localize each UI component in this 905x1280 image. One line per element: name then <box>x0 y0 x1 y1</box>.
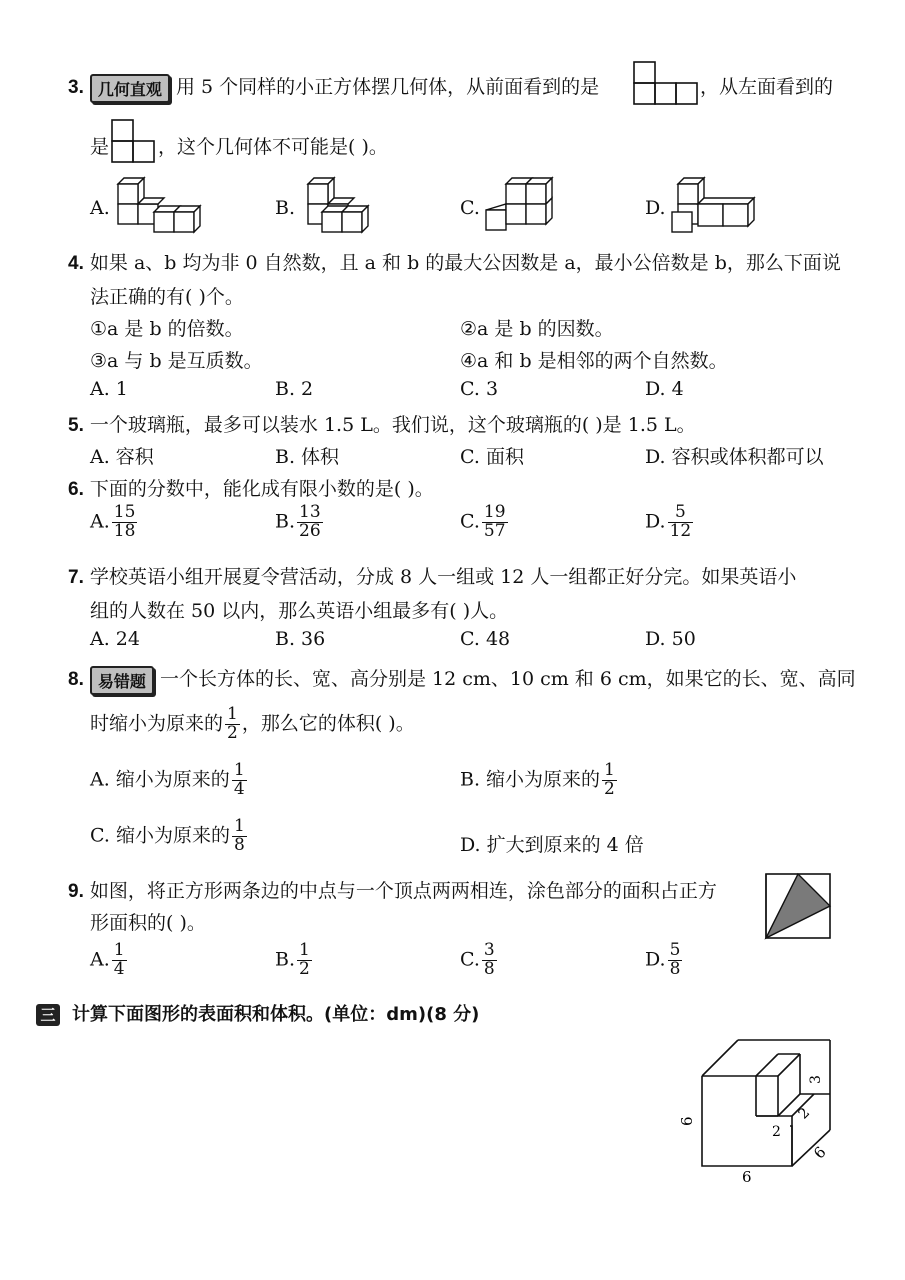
q3-left-view-figure <box>110 118 158 164</box>
q6-option-a <box>90 504 139 541</box>
q8-option-c <box>90 818 249 855</box>
fraction-denominator: 4 <box>233 778 245 799</box>
q7-option-b: B. 36 <box>275 628 326 650</box>
q8-option-b <box>460 762 619 799</box>
fraction-numerator: 19 <box>483 502 506 522</box>
q8-line2-fraction <box>225 706 240 743</box>
q8-line1 <box>68 664 856 695</box>
q6-number: 6. <box>68 479 84 500</box>
q8-option-a-fraction <box>232 762 247 799</box>
fraction-denominator: 2 <box>227 722 238 743</box>
q9-option-c-fraction <box>482 942 497 979</box>
q5-line1-text: 一个玻璃瓶，最多可以装水 1.5 L。我们说，这个玻璃瓶的( )是 1.5 L。 <box>89 414 696 436</box>
q9-line1 <box>68 876 717 903</box>
fraction-denominator: 2 <box>604 778 615 799</box>
q6-option-d-label: D. <box>645 510 666 533</box>
section-3-solid-figure <box>680 1020 850 1190</box>
q4-statement-3: ③a 与 b 是互质数。 <box>90 350 263 372</box>
q7-option-c: C. 48 <box>460 628 511 650</box>
dim-depth-label: 6 <box>810 1143 830 1163</box>
q9-number: 9. <box>68 881 84 902</box>
q9-option-a <box>90 942 129 979</box>
q4-line2: 法正确的有( )个。 <box>90 286 244 308</box>
q6-line1 <box>68 474 434 501</box>
q9-option-a-label: A. <box>90 948 110 971</box>
q5-option-c: C. 面积 <box>460 446 524 468</box>
q8-line2-pre: 时缩小为原来的 <box>90 712 224 735</box>
q8-option-c-text: C. 缩小为原来的 <box>90 824 230 847</box>
q8-option-b-text: B. 缩小为原来的 <box>460 768 601 791</box>
q9-line1-text: 如图，将正方形两条边的中点与一个顶点两两相连，涂色部分的面积占正方 <box>89 880 717 902</box>
q8-number: 8. <box>68 669 84 690</box>
q6-option-d-fraction <box>668 504 694 541</box>
q9-option-b-fraction <box>297 942 312 979</box>
fraction-numerator: 5 <box>675 502 686 522</box>
fraction-denominator: 8 <box>483 958 495 979</box>
fraction-numerator: 15 <box>113 502 136 522</box>
q9-option-b-label: B. <box>275 948 296 971</box>
q8-line2 <box>90 706 415 743</box>
q9-line2: 形面积的( )。 <box>90 912 206 934</box>
q5-number: 5. <box>68 415 84 436</box>
q7-line1 <box>68 562 796 589</box>
fraction-denominator: 26 <box>299 520 321 541</box>
q3-text-b: ，从左面看到的 <box>700 76 834 98</box>
q9-option-a-fraction <box>112 942 127 979</box>
q4-option-a: A. 1 <box>90 378 128 400</box>
dim-width-label: 6 <box>742 1168 752 1186</box>
q3-option-b: B. <box>275 197 296 219</box>
fraction-denominator: 4 <box>113 958 125 979</box>
fraction-denominator: 18 <box>113 520 136 541</box>
q4-statement-1: ①a 是 b 的倍数。 <box>90 318 244 340</box>
q4-option-c: C. 3 <box>460 378 499 400</box>
q7-line2: 组的人数在 50 以内，那么英语小组最多有( )人。 <box>90 600 509 622</box>
q5-option-d: D. 容积或体积都可以 <box>645 446 824 468</box>
section-3-title: 计算下面图形的表面积和体积。(单位：dm)(8 分) <box>72 1004 480 1025</box>
q3-tag: 几何直观 <box>90 74 170 103</box>
q6-option-c-label: C. <box>460 510 480 533</box>
q7-option-d: D. 50 <box>645 628 696 650</box>
q5-option-b: B. 体积 <box>275 446 340 468</box>
q6-option-c-fraction <box>482 504 508 541</box>
q4-option-b: B. 2 <box>275 378 314 400</box>
q7-option-a: A. 24 <box>90 628 140 650</box>
q8-line1-text: 一个长方体的长、宽、高分别是 12 cm、10 cm 和 6 cm，如果它的长、宽、高同 <box>159 668 856 690</box>
q6-option-b-label: B. <box>275 510 296 533</box>
q3-option-d: D. <box>645 197 666 219</box>
dim-notch-width-label: 2 <box>772 1124 781 1140</box>
fraction-denominator: 57 <box>483 520 506 541</box>
q3-option-a-cubes <box>114 172 196 234</box>
fraction-numerator: 1 <box>233 760 245 780</box>
q3-option-b-cubes <box>298 172 380 234</box>
q9-option-c-label: C. <box>460 948 480 971</box>
q3-number: 3. <box>68 77 84 98</box>
fraction-numerator: 1 <box>604 760 615 780</box>
q8-option-c-fraction <box>232 818 247 855</box>
q8-line2-post: ，那么它的体积( )。 <box>241 712 415 735</box>
q6-option-c <box>460 504 510 541</box>
q8-tag: 易错题 <box>90 666 154 695</box>
q4-line1 <box>68 248 841 275</box>
q4-number: 4. <box>68 253 84 274</box>
dim-height-label: 6 <box>678 1116 696 1126</box>
q9-square-figure <box>764 872 832 940</box>
q4-statement-4: ④a 和 b 是相邻的两个自然数。 <box>460 350 728 372</box>
q3-option-c: C. <box>460 197 480 219</box>
q3-line1 <box>68 72 599 103</box>
q3-option-c-cubes <box>482 172 564 234</box>
fraction-numerator: 5 <box>669 940 681 960</box>
q7-number: 7. <box>68 567 84 588</box>
q9-option-b <box>275 942 314 979</box>
fraction-numerator: 1 <box>233 816 245 836</box>
q3-option-a: A. <box>90 197 110 219</box>
q8-option-a <box>90 762 249 799</box>
q8-option-b-fraction <box>602 762 617 799</box>
q4-statement-2: ②a 是 b 的因数。 <box>460 318 614 340</box>
fraction-denominator: 12 <box>669 520 692 541</box>
fraction-numerator: 1 <box>299 940 310 960</box>
section-3-heading <box>36 1000 479 1026</box>
q3-option-d-cubes <box>668 172 758 234</box>
q4-line1-text: 如果 a、b 均为非 0 自然数，且 a 和 b 的最大公因数是 a，最小公倍数是 b，那么下面说 <box>89 252 841 274</box>
fraction-numerator: 1 <box>227 704 238 724</box>
q3-text-c: 是 <box>90 136 110 158</box>
section-3-badge: 三 <box>36 1004 60 1026</box>
q6-option-b-fraction <box>297 504 323 541</box>
q8-option-a-text: A. 缩小为原来的 <box>90 768 230 791</box>
q3-text-d: ，这个几何体不可能是( )。 <box>158 136 388 158</box>
q9-option-c <box>460 942 499 979</box>
q5-option-a: A. 容积 <box>90 446 154 468</box>
q5-line1 <box>68 410 696 437</box>
q9-option-d-label: D. <box>645 948 666 971</box>
fraction-numerator: 1 <box>113 940 125 960</box>
q9-option-d-fraction <box>668 942 683 979</box>
q6-line1-text: 下面的分数中，能化成有限小数的是( )。 <box>89 478 434 500</box>
dim-notch-height-label: 3 <box>808 1075 824 1084</box>
q6-option-a-fraction <box>112 504 138 541</box>
q9-option-d <box>645 942 684 979</box>
q3-text-a: 用 5 个同样的小正方体摆几何体，从前面看到的是 <box>175 76 600 98</box>
q4-option-d: D. 4 <box>645 378 684 400</box>
fraction-numerator: 13 <box>299 502 321 522</box>
q8-option-d: D. 扩大到原来的 4 倍 <box>460 834 644 856</box>
dim-notch-depth-label: 2 <box>795 1104 814 1123</box>
q6-option-a-label: A. <box>90 510 110 533</box>
q7-line1-text: 学校英语小组开展夏令营活动，分成 8 人一组或 12 人一组都正好分完。如果英语小 <box>89 566 797 588</box>
fraction-denominator: 8 <box>233 834 245 855</box>
q6-option-d <box>645 504 695 541</box>
fraction-denominator: 2 <box>299 958 310 979</box>
q3-front-view-figure <box>632 60 700 106</box>
fraction-numerator: 3 <box>483 940 495 960</box>
q6-option-b <box>275 504 325 541</box>
fraction-denominator: 8 <box>669 958 681 979</box>
